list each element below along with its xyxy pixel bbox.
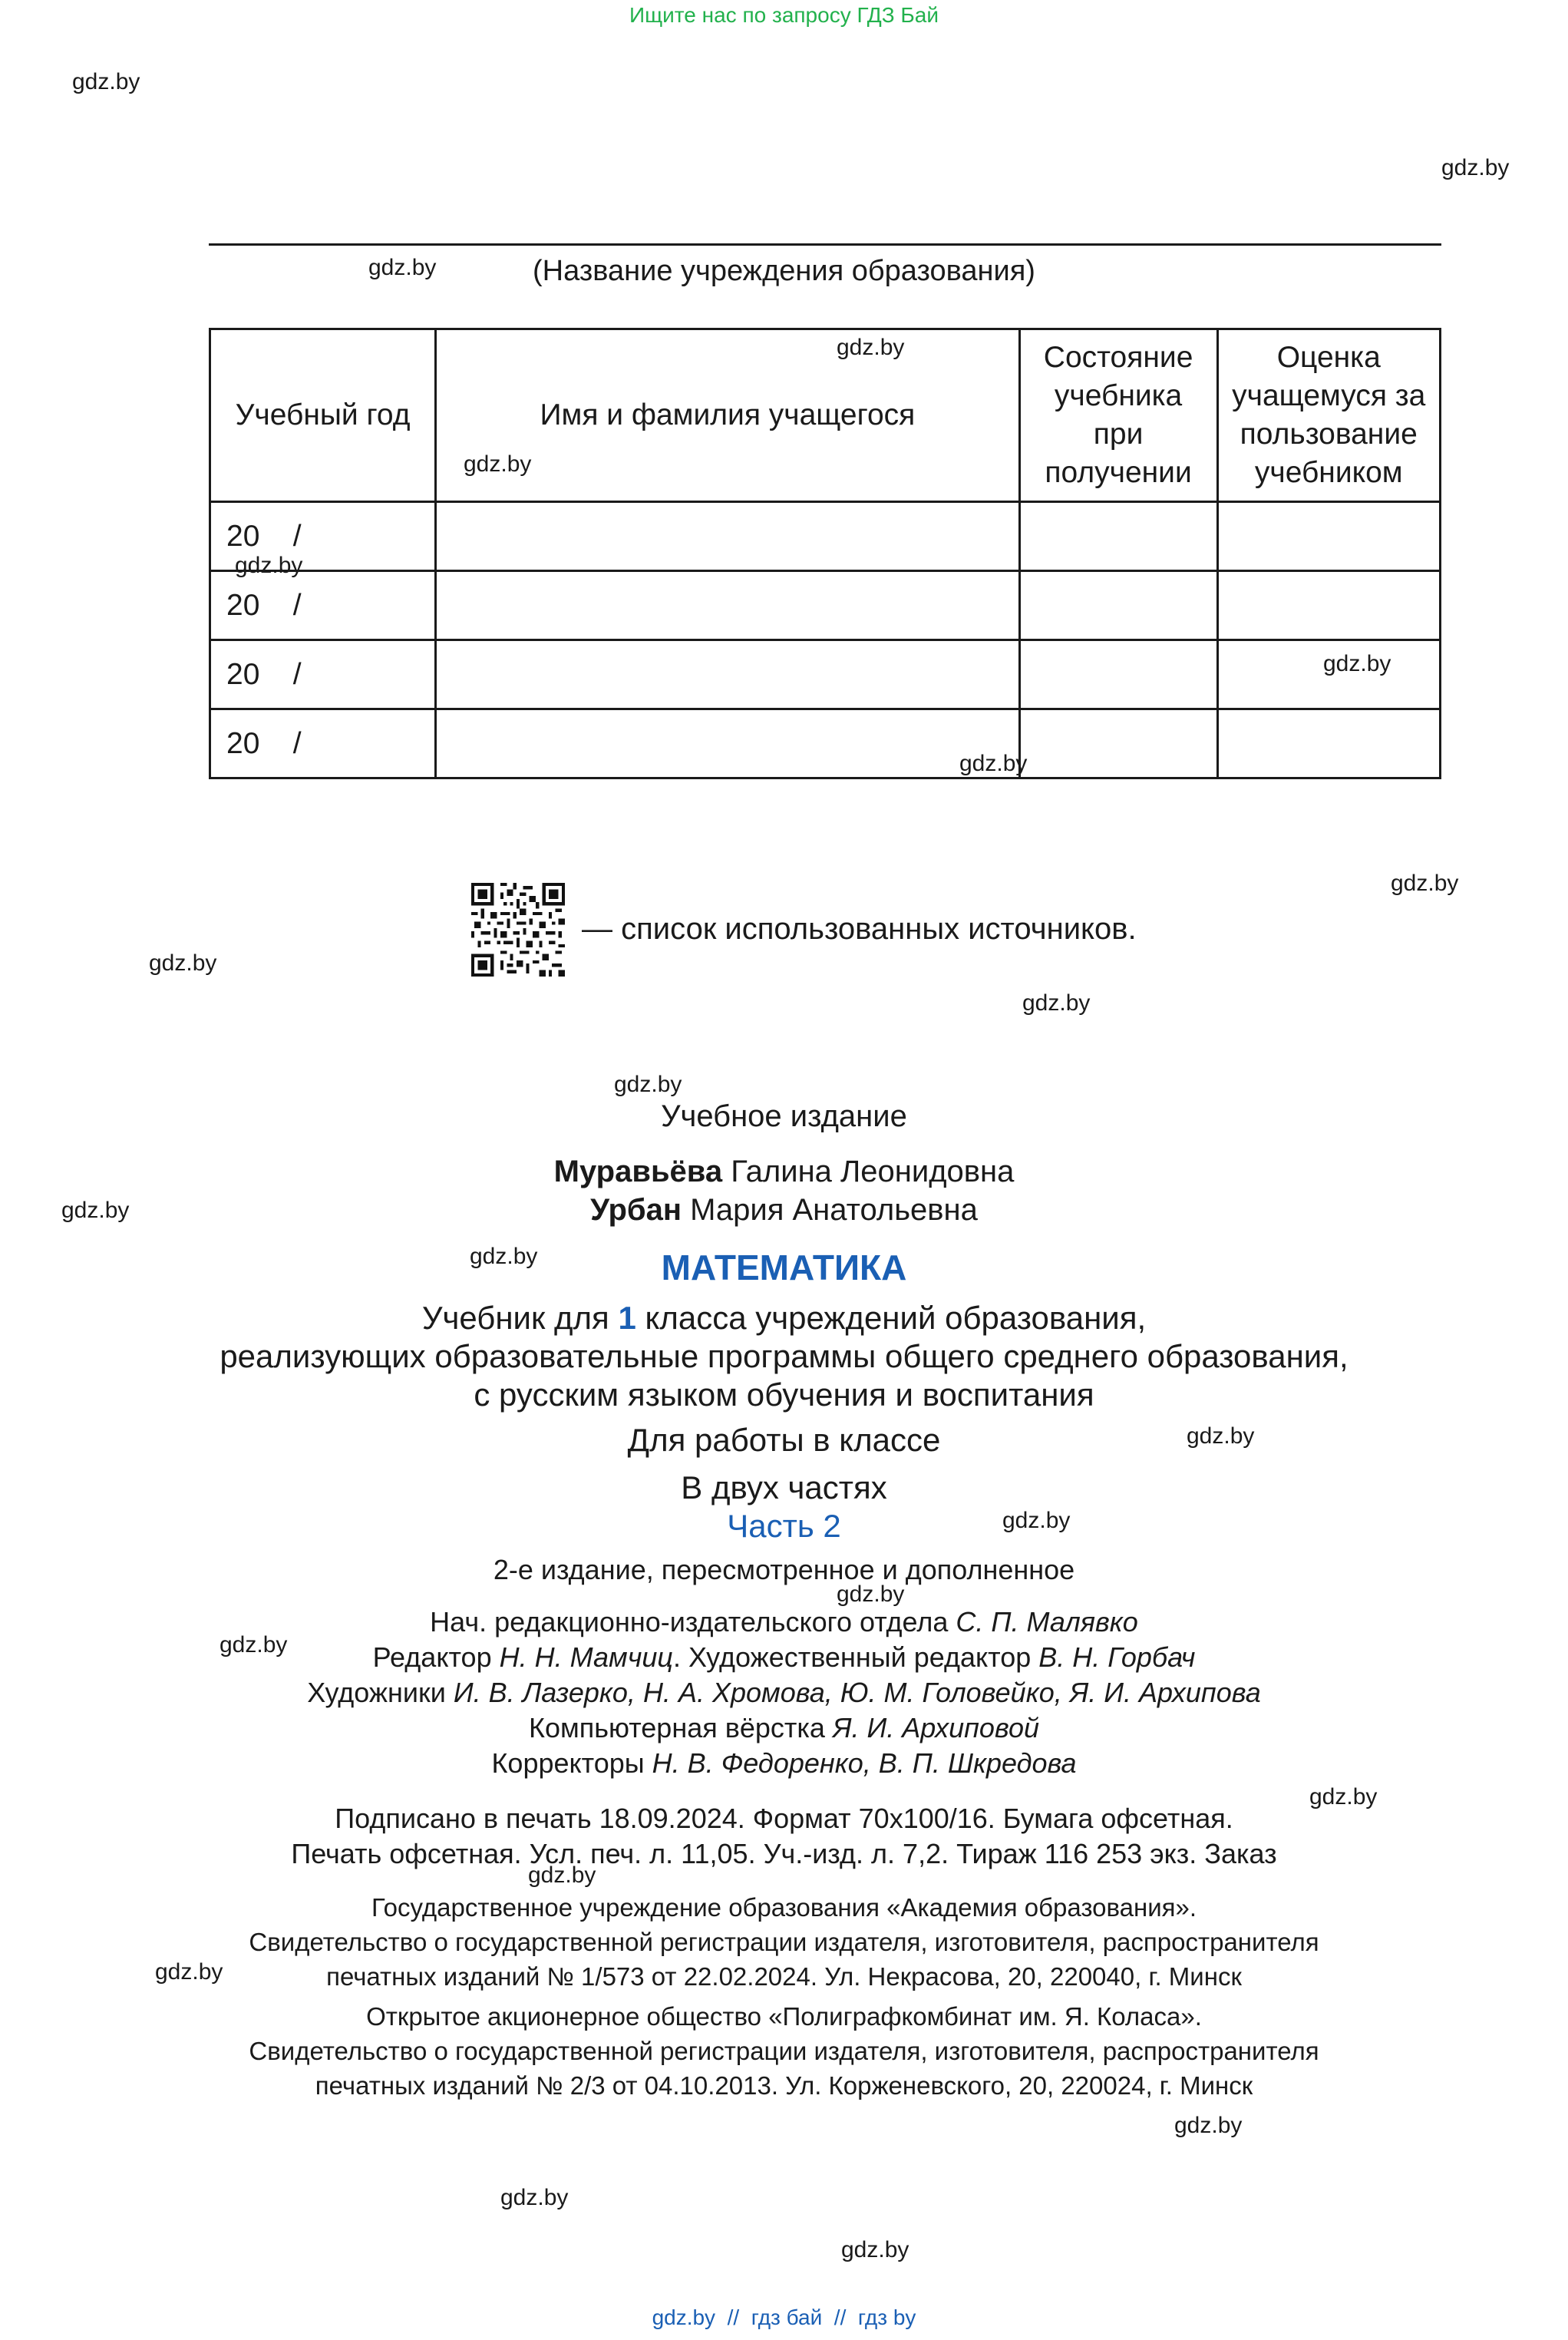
table-row xyxy=(210,502,1441,571)
edition-type: Учебное издание xyxy=(661,1099,907,1133)
top-banner[interactable]: Ищите нас по запросу ГДЗ Бай xyxy=(629,3,939,27)
watermark: gdz.by xyxy=(1187,1423,1255,1449)
book-title: МАТЕМАТИКА xyxy=(661,1248,907,1287)
watermark: gdz.by xyxy=(1441,155,1510,180)
name-cell[interactable] xyxy=(436,640,1020,709)
watermark: gdz.by xyxy=(149,950,217,976)
credit-label: Корректоры xyxy=(491,1747,652,1779)
printer-line: Свидетельство о государственной регистрации издателя, изготовителя, распространителя xyxy=(249,2037,1319,2065)
author-2-surname: Урбан xyxy=(590,1193,682,1227)
watermark: gdz.by xyxy=(500,2185,569,2210)
subtitle-line-2: реализующих образовательные программы общего среднего образования, xyxy=(220,1338,1348,1374)
subtitle-post: класса учреждений образования, xyxy=(635,1300,1147,1336)
author-1-name: Галина Леонидовна xyxy=(731,1155,1015,1188)
edition-note: 2-е издание, пересмотренное и дополненное xyxy=(493,1554,1075,1585)
credit-label: Художники xyxy=(307,1677,454,1708)
author-2-name: Мария Анатольевна xyxy=(690,1193,978,1227)
header-grade: Оценка учащемуся за пользование учебником xyxy=(1217,329,1440,502)
credit-line xyxy=(0,1640,1568,1675)
institution-caption: (Название учреждения образования) xyxy=(533,255,1035,287)
credit-person: Н. Н. Мамчиц xyxy=(499,1641,673,1673)
institution-line xyxy=(209,243,1441,246)
watermark: gdz.by xyxy=(837,335,905,360)
watermark: gdz.by xyxy=(72,69,140,94)
credit-label: . Художественный редактор xyxy=(672,1641,1039,1673)
publisher-line: Свидетельство о государственной регистрации издателя, изготовителя, распространителя xyxy=(249,1928,1319,1956)
publisher-line: печатных изданий № 1/573 от 22.02.2024. Ул. Некрасова, 20, 220040, г. Минск xyxy=(326,1962,1242,1991)
table-row xyxy=(210,709,1441,778)
watermark: gdz.by xyxy=(368,255,437,280)
watermark: gdz.by xyxy=(235,553,303,578)
credit-person: В. Н. Горбач xyxy=(1038,1641,1196,1673)
bottom-banner-links[interactable]: gdz.by // гдз бай // гдз by xyxy=(652,2305,916,2329)
credit-line xyxy=(0,1710,1568,1746)
sources-caption: — список использованных источников. xyxy=(582,912,1137,946)
header-year: Учебный год xyxy=(210,329,436,502)
textbook-usage-table xyxy=(209,328,1441,779)
grade-cell[interactable] xyxy=(1217,502,1440,571)
watermark: gdz.by xyxy=(1309,1784,1378,1810)
author-2 xyxy=(0,1193,1568,1228)
condition-cell[interactable] xyxy=(1019,709,1217,778)
watermark: gdz.by xyxy=(959,751,1028,776)
condition-cell[interactable] xyxy=(1019,571,1217,640)
grade-cell[interactable] xyxy=(1217,709,1440,778)
watermark: gdz.by xyxy=(464,451,532,477)
year-cell: 20 / xyxy=(210,640,436,709)
credit-label: Редактор xyxy=(372,1641,500,1673)
credit-person: И. В. Лазерко, Н. А. Хромова, Ю. М. Головейко, Я. И. Архипова xyxy=(453,1677,1261,1708)
name-cell[interactable] xyxy=(436,709,1020,778)
subtitle-pre: Учебник для xyxy=(421,1300,619,1336)
name-cell[interactable] xyxy=(436,502,1020,571)
watermark: gdz.by xyxy=(837,1581,905,1607)
credit-label: Нач. редакционно-издательского отдела xyxy=(430,1606,956,1638)
watermark: gdz.by xyxy=(528,1862,596,1888)
printer-line: печатных изданий № 2/3 от 04.10.2013. Ул. Корженевского, 20, 220024, г. Минск xyxy=(315,2071,1253,2100)
watermark: gdz.by xyxy=(1323,651,1391,676)
credit-label: Компьютерная вёрстка xyxy=(529,1712,833,1743)
watermark: gdz.by xyxy=(220,1632,288,1658)
table-header-row xyxy=(210,329,1441,502)
watermark: gdz.by xyxy=(470,1244,538,1269)
publisher-info xyxy=(0,1890,1568,1994)
credits xyxy=(0,1605,1568,1781)
watermark: gdz.by xyxy=(614,1072,682,1097)
year-cell: 20 / xyxy=(210,709,436,778)
printer-line: Открытое акционерное общество «Полиграфкомбинат им. Я. Коласа». xyxy=(366,2002,1202,2031)
subtitle xyxy=(0,1299,1568,1414)
credit-line xyxy=(0,1605,1568,1640)
year-cell: 20 / xyxy=(210,571,436,640)
publisher-line: Государственное учреждение образования «Академия образования». xyxy=(371,1893,1197,1922)
watermark: gdz.by xyxy=(61,1198,130,1223)
table-row xyxy=(210,640,1441,709)
parts-count: В двух частях xyxy=(681,1469,887,1505)
credit-person: Я. И. Архиповой xyxy=(832,1712,1039,1743)
header-condition: Состояние учебника при получении xyxy=(1019,329,1217,502)
grade-cell[interactable] xyxy=(1217,571,1440,640)
condition-cell[interactable] xyxy=(1019,640,1217,709)
watermark: gdz.by xyxy=(155,1959,223,1985)
subtitle-line-1 xyxy=(0,1299,1568,1337)
grade-cell[interactable] xyxy=(1217,640,1440,709)
table-row xyxy=(210,571,1441,640)
author-1 xyxy=(0,1155,1568,1189)
author-1-surname: Муравьёва xyxy=(553,1155,723,1188)
print-info-line: Печать офсетная. Усл. печ. л. 11,05. Уч.-изд. л. 7,2. Тираж 116 253 экз. Заказ xyxy=(291,1838,1277,1869)
name-cell[interactable] xyxy=(436,571,1020,640)
credit-line xyxy=(0,1746,1568,1781)
credit-person: Н. В. Федоренко, В. П. Шкредова xyxy=(652,1747,1077,1779)
year-cell: 20 / xyxy=(210,502,436,571)
print-info xyxy=(0,1801,1568,1872)
for-class: Для работы в классе xyxy=(627,1422,941,1458)
header-student-name: Имя и фамилия учащегося xyxy=(436,329,1020,502)
print-info-line: Подписано в печать 18.09.2024. Формат 70х100/16. Бумага офсетная. xyxy=(335,1803,1233,1834)
printer-info xyxy=(0,1999,1568,2103)
grade-number: 1 xyxy=(618,1300,636,1336)
watermark: gdz.by xyxy=(1174,2113,1243,2138)
credit-person: С. П. Малявко xyxy=(956,1606,1138,1638)
qr-code-icon[interactable] xyxy=(471,883,565,977)
condition-cell[interactable] xyxy=(1019,502,1217,571)
part-number: Часть 2 xyxy=(727,1508,841,1544)
watermark: gdz.by xyxy=(1022,990,1091,1016)
watermark: gdz.by xyxy=(841,2237,909,2262)
watermark: gdz.by xyxy=(1391,871,1459,896)
watermark: gdz.by xyxy=(1002,1508,1071,1533)
credit-line xyxy=(0,1675,1568,1710)
subtitle-line-3: с русским языком обучения и воспитания xyxy=(474,1377,1094,1413)
